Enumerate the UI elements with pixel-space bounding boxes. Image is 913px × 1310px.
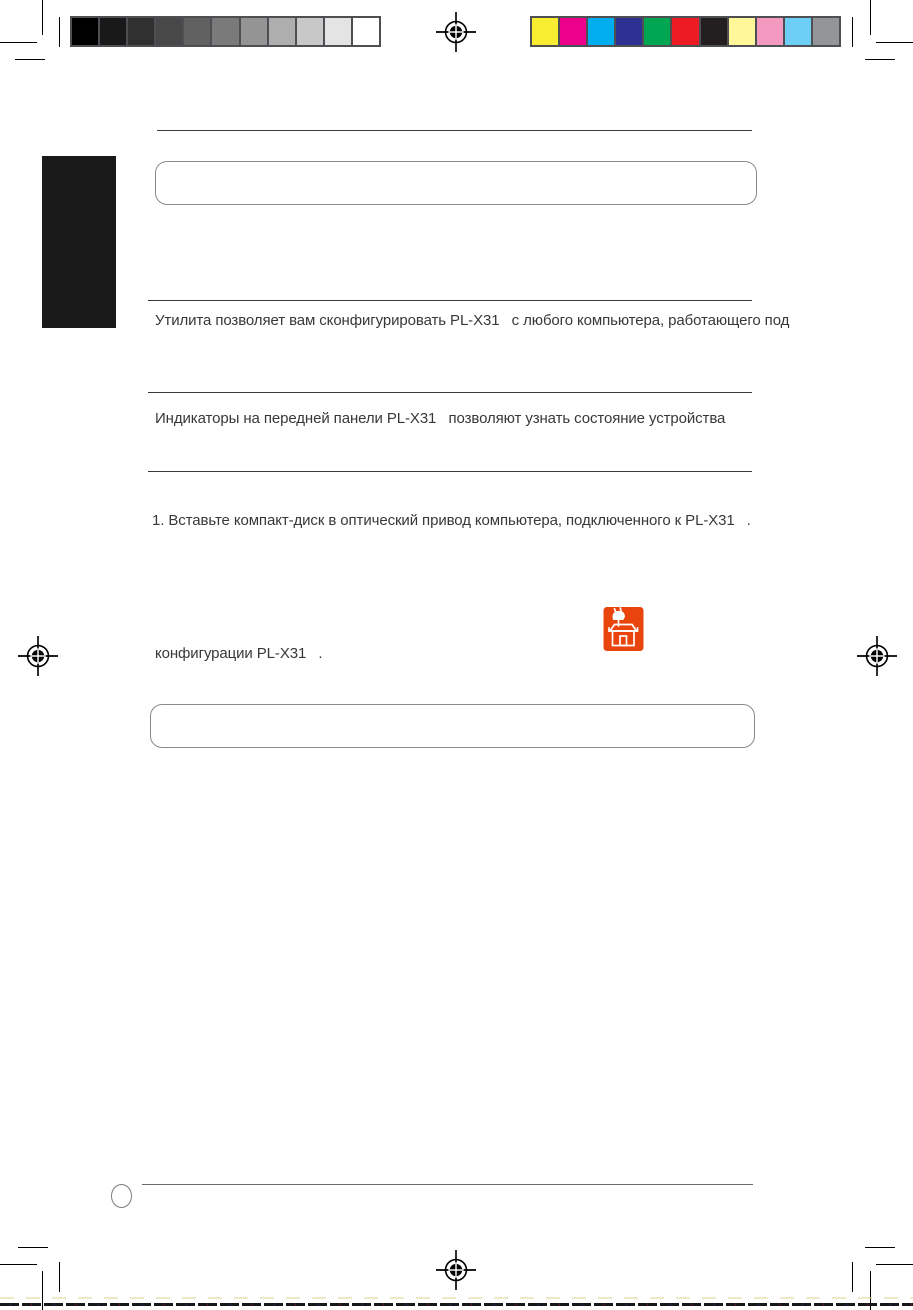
crop-line	[59, 17, 60, 47]
calibration-swatch	[126, 18, 154, 45]
crop-line	[42, 0, 43, 35]
calibration-swatch	[642, 18, 670, 45]
chapter-tab	[42, 156, 116, 328]
house-plug-icon	[603, 606, 644, 652]
crop-line	[852, 1262, 853, 1292]
calibration-swatch	[295, 18, 323, 45]
color-calibration-bar	[530, 16, 841, 47]
crop-line	[865, 1247, 895, 1248]
footer-rule	[142, 1184, 753, 1185]
calibration-swatch	[98, 18, 126, 45]
grayscale-calibration-bar	[70, 16, 381, 47]
calibration-swatch	[532, 18, 558, 45]
note-box	[155, 161, 757, 205]
crop-line	[0, 1264, 37, 1265]
section-rule	[148, 300, 752, 301]
calibration-swatch	[670, 18, 698, 45]
crop-line	[15, 59, 45, 60]
crop-line	[865, 59, 895, 60]
crop-line	[0, 42, 37, 43]
calibration-swatch	[614, 18, 642, 45]
registration-mark-icon	[18, 636, 58, 676]
calibration-swatch	[755, 18, 783, 45]
crop-line	[876, 1264, 913, 1265]
calibration-swatch	[210, 18, 238, 45]
section-rule	[157, 130, 752, 131]
crop-line	[876, 42, 913, 43]
calibration-swatch	[727, 18, 755, 45]
section-rule	[148, 471, 752, 472]
trim-dashed-edge	[0, 1303, 913, 1306]
paragraph-step1: 1. Вставьте компакт-диск в оптический привод компьютера, подключенного к PL-X31 .	[152, 512, 751, 529]
registration-mark-icon	[436, 12, 476, 52]
trim-guide-faint	[0, 1297, 913, 1299]
registration-mark-icon	[436, 1250, 476, 1290]
paragraph-config: конфигурации PL-X31 .	[155, 645, 323, 662]
calibration-swatch	[72, 18, 98, 45]
calibration-swatch	[558, 18, 586, 45]
paragraph-utility: Утилита позволяет вам сконфигурировать PL-X31 с любого компьютера, работающего под	[155, 312, 790, 329]
crop-line	[870, 0, 871, 35]
paragraph-indicators: Индикаторы на передней панели PL-X31 позволяют узнать состояние устройства	[155, 410, 726, 427]
calibration-swatch	[783, 18, 811, 45]
note-box	[150, 704, 755, 748]
calibration-swatch	[182, 18, 210, 45]
section-rule	[148, 392, 752, 393]
calibration-swatch	[239, 18, 267, 45]
crop-line	[852, 17, 853, 47]
calibration-swatch	[351, 18, 379, 45]
crop-line	[59, 1262, 60, 1292]
page-number-circle	[111, 1184, 132, 1208]
calibration-swatch	[267, 18, 295, 45]
calibration-swatch	[699, 18, 727, 45]
calibration-swatch	[323, 18, 351, 45]
calibration-swatch	[154, 18, 182, 45]
crop-line	[18, 1247, 48, 1248]
calibration-swatch	[811, 18, 839, 45]
registration-mark-icon	[857, 636, 897, 676]
calibration-swatch	[586, 18, 614, 45]
